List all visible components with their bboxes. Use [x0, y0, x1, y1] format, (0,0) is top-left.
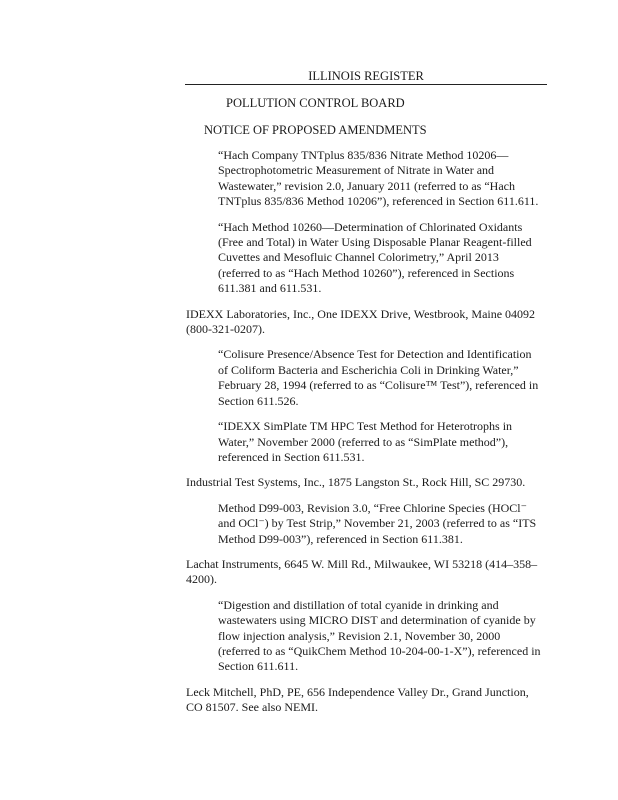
- simplate-paragraph: [218, 419, 556, 465]
- notice-title: NOTICE OF PROPOSED AMENDMENTS: [204, 123, 427, 137]
- text-line: 4200).: [186, 572, 217, 587]
- text-line: Lachat Instruments, 6645 W. Mill Rd., Milwaukee, WI 53218 (414–358–: [186, 556, 538, 571]
- text-line: Method D99-003”), referenced in Section 611.381.: [218, 531, 463, 546]
- text-line: Section 611.611.: [218, 659, 299, 674]
- text-line: “Digestion and distillation of total cyanide in drinking and: [218, 597, 499, 612]
- text-line: Spectrophotometric Measurement of Nitrate in Water and: [218, 163, 495, 178]
- text-line: and OCl⁻) by Test Strip,” November 21, 2003 (referred to as “ITS: [218, 516, 537, 531]
- text-line: Industrial Test Systems, Inc., 1875 Langston St., Rock Hill, SC 29730.: [186, 475, 526, 490]
- leck-mitchell-entry: [186, 685, 556, 716]
- text-line: (800-321-0207).: [186, 322, 265, 337]
- document-body: [186, 148, 556, 726]
- text-line: CO 81507. See also NEMI.: [186, 700, 318, 715]
- text-line: “IDEXX SimPlate TM HPC Test Method for Heterotrophs in: [218, 419, 513, 434]
- text-line: Cuvettes and Mesofluic Channel Colorimetry,” April 2013: [218, 250, 499, 265]
- text-line: “Colisure Presence/Absence Test for Detection and Identification: [218, 347, 532, 362]
- text-line: TNTplus 835/836 Method 10206”), referenced in Section 611.611.: [218, 194, 539, 209]
- text-line: “Hach Method 10260—Determination of Chlorinated Oxidants: [218, 219, 523, 234]
- text-line: IDEXX Laboratories, Inc., One IDEXX Drive, Westbrook, Maine 04092: [186, 306, 536, 321]
- industrial-test-systems-entry: [186, 475, 556, 490]
- lachat-entry: [186, 557, 556, 588]
- cyanide-paragraph: [218, 598, 556, 675]
- text-line: wastewaters using MICRO DIST and determination of cyanide by: [218, 613, 536, 628]
- its-method-paragraph: [218, 501, 556, 547]
- board-name: POLLUTION CONTROL BOARD: [226, 96, 405, 110]
- text-line: flow injection analysis,” Revision 2.1, November 30, 2000: [218, 628, 501, 643]
- hach-tntplus-paragraph: [218, 148, 556, 210]
- text-line: (Free and Total) in Water Using Disposable Planar Reagent-filled: [218, 235, 532, 250]
- text-line: Leck Mitchell, PhD, PE, 656 Independence Valley Dr., Grand Junction,: [186, 684, 529, 699]
- text-line: of Coliform Bacteria and Escherichia Coli in Drinking Water,”: [218, 362, 519, 377]
- idexx-entry: [186, 307, 556, 338]
- text-line: 611.381 and 611.531.: [218, 281, 322, 296]
- text-line: referenced in Section 611.531.: [218, 449, 365, 464]
- text-line: (referred to as “Hach Method 10260”), referenced in Sections: [218, 265, 515, 280]
- text-line: February 28, 1994 (referred to as “Colisure™ Test”), referenced in: [218, 378, 539, 393]
- text-line: Section 611.526.: [218, 393, 299, 408]
- colisure-paragraph: [218, 347, 556, 409]
- text-line: Water,” November 2000 (referred to as “SimPlate method”),: [218, 434, 509, 449]
- register-header: ILLINOIS REGISTER: [185, 69, 547, 85]
- text-line: “Hach Company TNTplus 835/836 Nitrate Method 10206—: [218, 148, 509, 162]
- hach-10260-paragraph: [218, 220, 556, 297]
- text-line: (referred to as “QuikChem Method 10-204-00-1-X”), referenced in: [218, 643, 541, 658]
- text-line: Method D99-003, Revision 3.0, “Free Chlorine Species (HOCl⁻: [218, 500, 527, 515]
- text-line: Wastewater,” revision 2.0, January 2011 (referred to as “Hach: [218, 178, 515, 193]
